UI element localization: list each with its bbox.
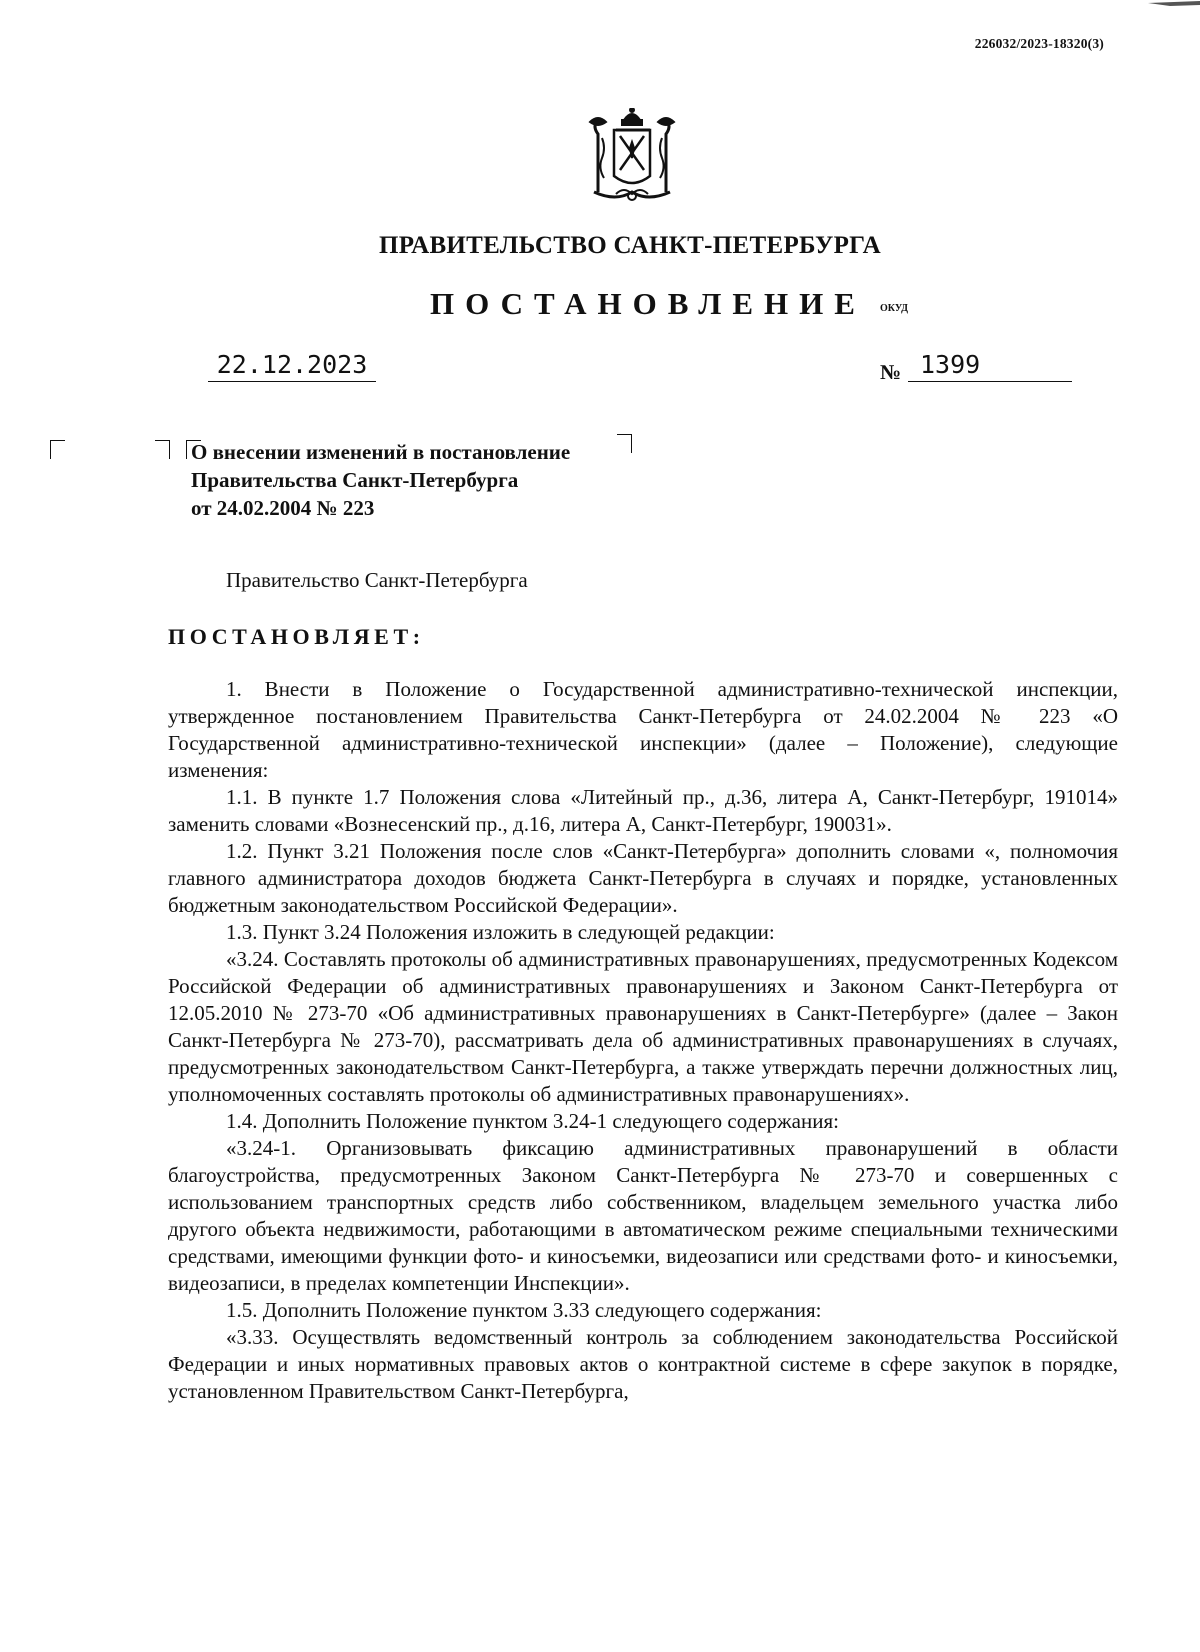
document-body [168, 676, 1118, 1405]
bracket-mark [50, 440, 65, 459]
document-date: 22.12.2023 [208, 350, 376, 382]
body-paragraph: «3.33. Осуществлять ведомственный контроль за соблюдением законодательства Российской Федерации и иных нормативных правовых актов о контрактной системе в сфере закупок в порядке, установленном Правительством Санкт-Петербурга, [168, 1325, 1118, 1403]
body-paragraph: 1. Внести в Положение о Государственной административно-технической инспекции, утвержденное постановлением Правительства Санкт-Петербурга от 24.02.2004 № 223 «О Государственной административно-технической инспекции» (далее – Положение), следующие изменения: [168, 677, 1118, 782]
spb-coat-of-arms-icon [576, 108, 688, 208]
body-paragraph: 1.4. Дополнить Положение пунктом 3.24-1 следующего содержания: [226, 1109, 839, 1133]
body-paragraph: 1.3. Пункт 3.24 Положения изложить в следующей редакции: [226, 920, 775, 944]
organization-title: ПРАВИТЕЛЬСТВО САНКТ-ПЕТЕРБУРГА [378, 232, 882, 259]
scan-artifact [1140, 0, 1200, 8]
okud-label: ОКУД [880, 303, 909, 314]
body-paragraph: «3.24-1. Организовывать фиксацию административных правонарушений в области благоустройства, предусмотренных Законом Санкт-Петербурга № 273-70 и совершенных с использованием транспортных средств либо собственником, владельцем земельного участка либо другого объекта недвижимости, работающими в автоматическом режиме специальными техническими средствами, имеющими функции фото- и киносъемки, видеозаписи или средствами фото- и киносъемки, видеозаписи, в пределах компетенции Инспекции». [168, 1136, 1118, 1295]
issuing-authority: Правительство Санкт-Петербурга [226, 568, 528, 592]
subject-line: от 24.02.2004 № 223 [191, 496, 375, 520]
document-subject [191, 438, 570, 522]
document-number: 1399 [908, 350, 1072, 382]
body-paragraph: «3.24. Составлять протоколы об административных правонарушениях, предусмотренных Кодексом Российской Федерации об административных правонарушениях и Законом Санкт-Петербурга от 12.05.2010 № 273-70 «Об административных правонарушениях в Санкт-Петербурге» (далее – Закон Санкт-Петербурга № 273-70), рассматривать дела об административных правонарушениях в случаях, предусмотренных законодательством Санкт-Петербурга, а также утверждать перечни должностных лиц, уполномоченных составлять протоколы об административных правонарушениях». [168, 947, 1118, 1106]
subject-line: Правительства Санкт-Петербурга [191, 468, 519, 492]
bracket-mark [617, 434, 632, 453]
body-paragraph: 1.5. Дополнить Положение пунктом 3.33 следующего содержания: [226, 1298, 822, 1322]
document-registration-number: 226032/2023-18320(3) [974, 36, 1104, 51]
decree-heading: ПОСТАНОВЛЯЕТ: [168, 624, 425, 649]
body-paragraph: 1.2. Пункт 3.21 Положения после слов «Санкт-Петербурга» дополнить словами «, полномочия главного администратора доходов бюджета Санкт-Петербурга в случаях и порядке, установленных бюджетным законодательством Российской Федерации». [168, 839, 1118, 917]
subject-line: О внесении изменений в постановление [191, 440, 571, 464]
bracket-mark [155, 440, 170, 459]
body-paragraph: 1.1. В пункте 1.7 Положения слова «Литейный пр., д.36, литера А, Санкт-Петербург, 191014» заменить словами «Вознесенский пр., д.16, литера А, Санкт-Петербург, 190031». [168, 785, 1118, 836]
document-type-title: ПОСТАНОВЛЕНИЕ [430, 286, 866, 321]
number-sign: № [880, 360, 902, 384]
